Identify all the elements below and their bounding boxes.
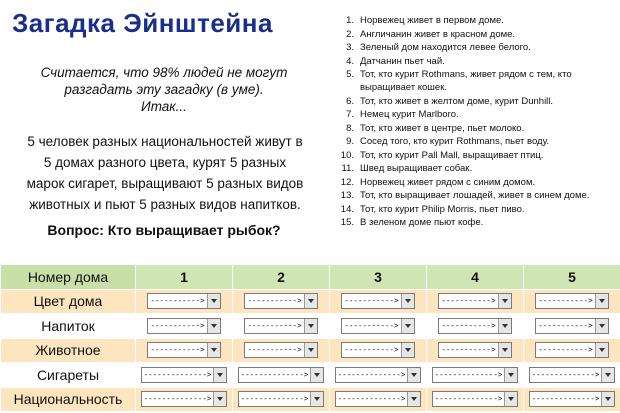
row-label-drink: Напиток [1, 314, 136, 339]
grid-row-animal [1, 338, 620, 363]
cell [524, 314, 620, 339]
nationality-select-house-5[interactable] [529, 391, 616, 407]
rule-text: Тот, кто живет в желтом доме, курит Dunhill. [360, 95, 554, 107]
cell [136, 289, 233, 314]
chevron-down-icon [595, 319, 608, 333]
chevron-down-icon [304, 343, 317, 357]
grid-row-nationality [1, 387, 620, 412]
cell [330, 314, 427, 339]
chevron-down-icon [498, 294, 511, 308]
house-number-2: 2 [233, 265, 330, 290]
drink-select-house-3[interactable] [341, 318, 414, 334]
cell [233, 289, 330, 314]
nationality-select-house-2[interactable] [238, 391, 325, 407]
select-value: -----------> [538, 320, 593, 330]
animal-select-house-4[interactable] [438, 342, 511, 358]
select-value: -----------> [150, 320, 205, 330]
cigarettes-select-house-4[interactable] [432, 367, 519, 383]
select-value: --------------> [434, 394, 503, 404]
color-select-house-1[interactable] [147, 293, 220, 309]
grid-row-drink [1, 314, 620, 339]
rule-text: Норвежец живет в первом доме. [360, 15, 504, 26]
rule-number: 2. [346, 28, 354, 40]
nationality-select-house-1[interactable] [141, 391, 228, 407]
rule-item [338, 122, 614, 135]
rule-number: 15. [340, 217, 354, 228]
select-value: --------------> [531, 369, 600, 379]
drink-select-house-4[interactable] [438, 318, 511, 334]
select-value: -----------> [538, 296, 593, 306]
rule-number: 14. [340, 203, 354, 215]
house-number-5: 5 [524, 265, 620, 290]
cell [330, 338, 427, 363]
rule-item [338, 108, 614, 121]
drink-select-house-1[interactable] [147, 318, 220, 334]
select-value: --------------> [143, 369, 212, 379]
select-value: -----------> [441, 296, 496, 306]
color-select-house-3[interactable] [341, 293, 414, 309]
rule-text: Тот, кто выращивает лошадей, живет в синем доме. [360, 190, 590, 201]
select-value: -----------> [150, 296, 205, 306]
row-label-cigarettes: Сигареты [1, 363, 136, 388]
rule-item [338, 41, 614, 54]
color-select-house-4[interactable] [438, 293, 511, 309]
rule-number: 11. [341, 163, 354, 174]
row-label-color: Цвет дома [1, 289, 136, 314]
chevron-down-icon [207, 343, 220, 357]
nationality-select-house-4[interactable] [432, 391, 519, 407]
cell [233, 338, 330, 363]
cell [427, 387, 524, 412]
color-select-house-2[interactable] [244, 293, 317, 309]
chevron-down-icon [504, 392, 517, 406]
intro-line: Считается, что 98% людей не могут [40, 65, 288, 80]
cell [524, 387, 620, 412]
cell [427, 363, 524, 388]
intro-line: разгадать эту загадку (в уме). [64, 82, 264, 97]
rule-text: Тот, кто живет в центре, пьет молоко. [360, 122, 525, 134]
cell [136, 314, 233, 339]
rule-item [338, 162, 614, 175]
description-line: марок сигарет, выращивают 5 разных видов [26, 176, 304, 191]
cigarettes-select-house-3[interactable] [335, 367, 422, 383]
rule-text: Норвежец живет рядом с синим домом. [360, 176, 536, 188]
rule-item [338, 149, 614, 162]
select-value: -----------> [441, 320, 496, 330]
color-select-house-5[interactable] [535, 293, 608, 309]
animal-select-house-1[interactable] [147, 342, 220, 358]
description-line: животных и пьют 5 разных видов напитков. [29, 197, 301, 212]
rule-text: Сосед того, кто курит Rothmans, пьет воду. [360, 136, 550, 147]
chevron-down-icon [304, 319, 317, 333]
house-number-4: 4 [427, 265, 524, 290]
rule-item [338, 68, 614, 94]
rule-text: Тот, кто курит Philip Morris, пьет пиво. [360, 203, 525, 215]
select-value: -----------> [150, 345, 205, 355]
house-number-label: Номер дома [1, 265, 136, 290]
rule-text: Датчанин пьет чай. [360, 55, 445, 67]
rule-item [338, 95, 614, 108]
cigarettes-select-house-5[interactable] [529, 367, 616, 383]
rule-number: 1. [346, 15, 354, 26]
description-line: 5 домах разного цвета, курят 5 разных [43, 155, 287, 170]
rule-number: 10. [340, 149, 354, 161]
rule-item [338, 135, 614, 148]
chevron-down-icon [401, 319, 414, 333]
chevron-down-icon [304, 294, 317, 308]
select-value: -----------> [247, 296, 302, 306]
chevron-down-icon [401, 294, 414, 308]
rule-text: Тот, кто курит Pall Mall, выращивает птиц. [360, 149, 544, 161]
rules-list [338, 14, 614, 230]
select-value: -----------> [247, 320, 302, 330]
rule-number: 8. [346, 122, 354, 134]
chevron-down-icon [595, 343, 608, 357]
rule-text: Немец курит Marlboro. [360, 109, 459, 120]
select-value: -----------> [247, 345, 302, 355]
grid-header-row [1, 265, 620, 290]
row-label-animal: Животное [1, 338, 136, 363]
chevron-down-icon [401, 343, 414, 357]
rule-number: 3. [346, 42, 354, 53]
rule-item [338, 203, 614, 216]
animal-select-house-5[interactable] [535, 342, 608, 358]
chevron-down-icon [207, 319, 220, 333]
select-value: --------------> [434, 369, 503, 379]
rule-item [338, 55, 614, 68]
chevron-down-icon [504, 368, 517, 382]
rule-text: В зеленом доме пьют кофе. [360, 217, 484, 228]
select-value: --------------> [337, 394, 406, 404]
rule-item [338, 28, 614, 41]
select-value: --------------> [240, 369, 309, 379]
cell [330, 363, 427, 388]
rule-text: Зеленый дом находится левее белого. [360, 42, 531, 53]
cell [524, 289, 620, 314]
rule-text: Швед выращивает собак. [360, 163, 473, 174]
cell [524, 338, 620, 363]
cell [330, 289, 427, 314]
select-value: --------------> [240, 394, 309, 404]
cell [136, 363, 233, 388]
cell [233, 314, 330, 339]
rule-number: 9. [346, 136, 354, 147]
cigarettes-select-house-1[interactable] [141, 367, 228, 383]
drink-select-house-2[interactable] [244, 318, 317, 334]
page-title: Загадка Эйнштейна [12, 8, 273, 38]
puzzle-description [6, 131, 324, 215]
rule-number: 5. [346, 69, 354, 80]
cell [136, 387, 233, 412]
animal-select-house-3[interactable] [341, 342, 414, 358]
cell [330, 387, 427, 412]
rule-text: Тот, кто курит Rothmans, живет рядом с тем, кто выращивает кошек. [360, 69, 572, 93]
chevron-down-icon [207, 294, 220, 308]
grid-row-color [1, 289, 620, 314]
chevron-down-icon [498, 319, 511, 333]
chevron-down-icon [601, 368, 614, 382]
grid-row-cigarettes [1, 363, 620, 388]
rule-number: 7. [346, 109, 354, 120]
cell [233, 363, 330, 388]
cell [427, 314, 524, 339]
chevron-down-icon [310, 392, 323, 406]
select-value: -----------> [344, 320, 399, 330]
chevron-down-icon [407, 368, 420, 382]
intro-line: Итак... [141, 99, 187, 114]
cell [233, 387, 330, 412]
chevron-down-icon [601, 392, 614, 406]
rule-number: 13. [340, 190, 354, 201]
rule-item [338, 189, 614, 202]
rule-number: 12. [340, 176, 354, 188]
select-value: -----------> [344, 296, 399, 306]
row-label-nationality: Национальность [1, 387, 136, 412]
chevron-down-icon [407, 392, 420, 406]
rule-number: 4. [346, 55, 354, 67]
cell [524, 363, 620, 388]
description-line: 5 человек разных национальностей живут в [27, 134, 303, 149]
chevron-down-icon [595, 294, 608, 308]
nationality-select-house-3[interactable] [335, 391, 422, 407]
cell [136, 338, 233, 363]
rule-text: Англичанин живет в красном доме. [360, 28, 516, 40]
drink-select-house-5[interactable] [535, 318, 608, 334]
intro-text [14, 64, 314, 115]
puzzle-question: Вопрос: Кто выращивает рыбок? [47, 222, 281, 238]
rule-item [338, 216, 614, 229]
rule-item [338, 14, 614, 27]
chevron-down-icon [310, 368, 323, 382]
rule-item [338, 176, 614, 189]
select-value: --------------> [143, 394, 212, 404]
select-value: --------------> [337, 369, 406, 379]
chevron-down-icon [213, 368, 226, 382]
select-value: --------------> [531, 394, 600, 404]
select-value: -----------> [538, 345, 593, 355]
solution-grid [0, 264, 620, 412]
cell [427, 289, 524, 314]
chevron-down-icon [498, 343, 511, 357]
house-number-1: 1 [136, 265, 233, 290]
rule-number: 6. [346, 95, 354, 107]
chevron-down-icon [213, 392, 226, 406]
select-value: -----------> [441, 345, 496, 355]
house-number-3: 3 [330, 265, 427, 290]
select-value: -----------> [344, 345, 399, 355]
cigarettes-select-house-2[interactable] [238, 367, 325, 383]
animal-select-house-2[interactable] [244, 342, 317, 358]
cell [427, 338, 524, 363]
